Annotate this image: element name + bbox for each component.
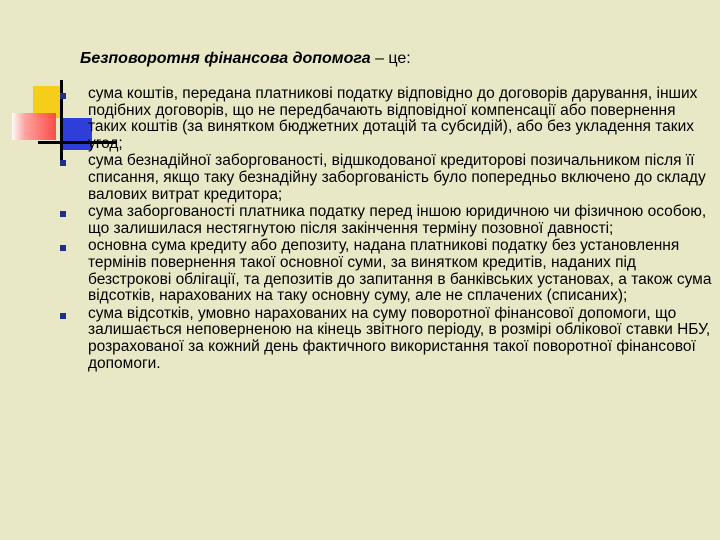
- square-bullet-icon: [60, 93, 66, 99]
- list-item: [60, 306, 716, 372]
- list-item-text: сума коштів, передана платникові податку відповідно до договорів дарування, інших подібних договорів, що не передбачають відповідної компенсації або повернення таких коштів (за винятком бюджетних дотацій та субсидій), або без укладення таких угод;: [88, 85, 698, 152]
- list-item-text: сума безнадійної заборгованості, відшкодованої кредиторові позичальником після її списання, якщо таку безнадійну заборгованість було попередньо включено до складу валових витрат кредитора;: [88, 152, 706, 203]
- list-item: [60, 238, 716, 304]
- list-item-text: сума відсотків, умовно нарахованих на суму поворотної фінансової допомоги, що залишається неповерненою на кінець звітного періоду, в розмірі облікової ставки НБУ, розрахованої за кожний день фактичного використання такої поворотної фінансової допомоги.: [88, 304, 711, 372]
- list-item-text: основна сума кредиту або депозиту, надана платникові податку без установлення термінів повернення такої основної суми, за винятком кредитів, наданих під безстрокові облігації, та депозитів до запитання в банківських установах, а також сума відсотків, нарахованих на таку основну суму, але не сплачених (списаних);: [88, 237, 712, 305]
- square-bullet-icon: [60, 211, 66, 217]
- red-gradient-shape: [12, 113, 56, 140]
- square-bullet-icon: [60, 313, 66, 319]
- list-item: [60, 86, 716, 152]
- slide-title: [80, 50, 411, 68]
- list-item: [60, 153, 716, 203]
- list-item-text: сума заборгованості платника податку перед іншою юридичною чи фізичною особою, що залишилася нестягнутою після закінчення терміну позовної давності;: [88, 203, 707, 237]
- square-bullet-icon: [60, 160, 66, 166]
- list-item: [60, 204, 716, 237]
- title-rest: – це:: [370, 50, 411, 67]
- title-emphasis: Безповоротня фінансова допомога: [80, 50, 371, 67]
- square-bullet-icon: [60, 245, 66, 251]
- definition-list: [60, 86, 716, 373]
